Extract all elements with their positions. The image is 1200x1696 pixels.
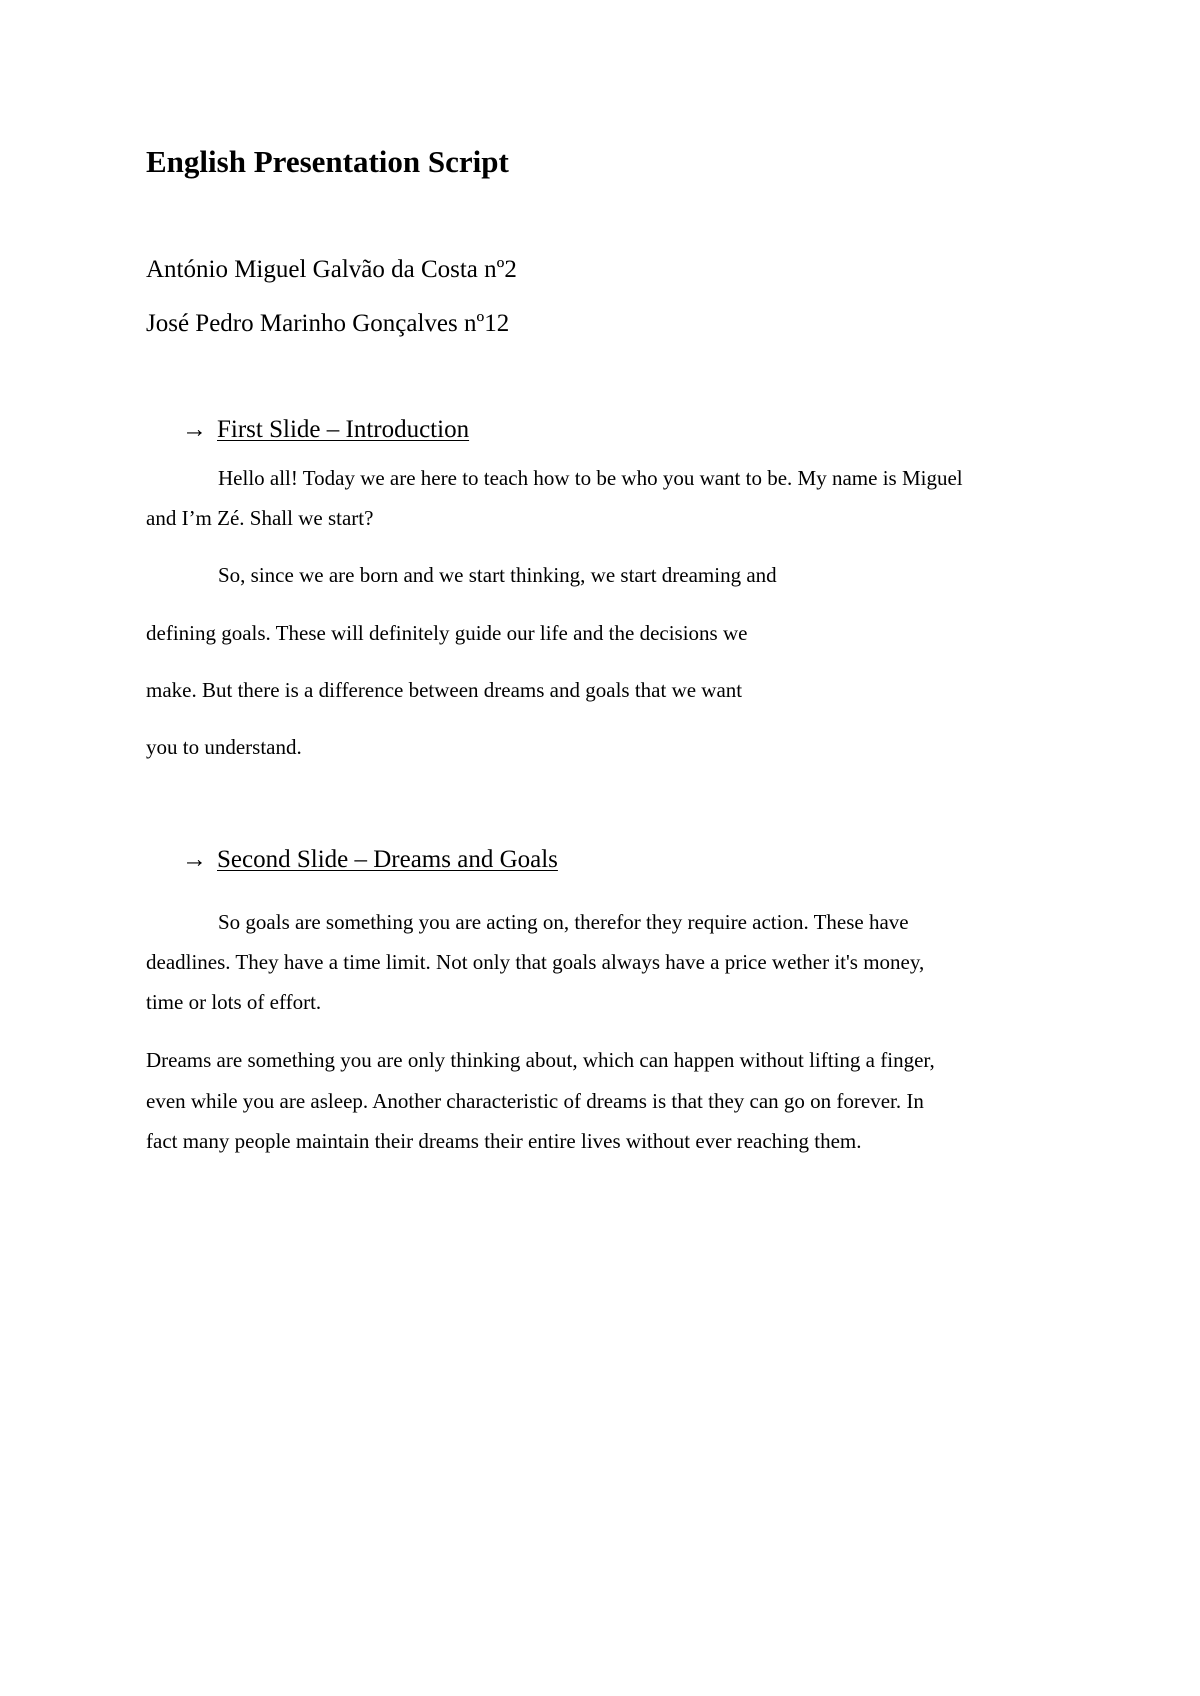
paragraph-line: fact many people maintain their dreams their entire lives without ever reaching them. xyxy=(146,1129,862,1153)
paragraph-line: time or lots of effort. xyxy=(146,990,322,1014)
document-title: English Presentation Script xyxy=(146,144,509,179)
paragraph-line: So, since we are born and we start thinking, we start dreaming and xyxy=(218,563,777,587)
arrow-right-icon: → xyxy=(182,846,207,873)
section-heading-first-slide xyxy=(182,413,469,447)
author-2: José Pedro Marinho Gonçalves nº12 xyxy=(146,310,510,337)
paragraph-line: and I’m Zé. Shall we start? xyxy=(146,506,374,530)
author-1: António Miguel Galvão da Costa nº2 xyxy=(146,256,517,283)
paragraph-line: Hello all! Today we are here to teach how to be who you want to be. My name is Miguel xyxy=(218,466,963,490)
paragraph-line: deadlines. They have a time limit. Not only that goals always have a price wether it's money, xyxy=(146,950,925,974)
arrow-right-icon: → xyxy=(182,416,207,443)
paragraph-line: Dreams are something you are only thinking about, which can happen without lifting a finger, xyxy=(146,1048,935,1072)
paragraph-line: you to understand. xyxy=(146,735,302,759)
section-heading-second-slide xyxy=(182,843,558,877)
paragraph-line: even while you are asleep. Another characteristic of dreams is that they can go on forever. In xyxy=(146,1089,924,1113)
paragraph-line: defining goals. These will definitely guide our life and the decisions we xyxy=(146,621,748,645)
section-heading-text: First Slide – Introduction xyxy=(217,416,470,443)
paragraph-line: make. But there is a difference between dreams and goals that we want xyxy=(146,678,743,702)
section-heading-text: Second Slide – Dreams and Goals xyxy=(217,846,558,873)
paragraph-line: So goals are something you are acting on, therefor they require action. These have xyxy=(218,910,909,934)
